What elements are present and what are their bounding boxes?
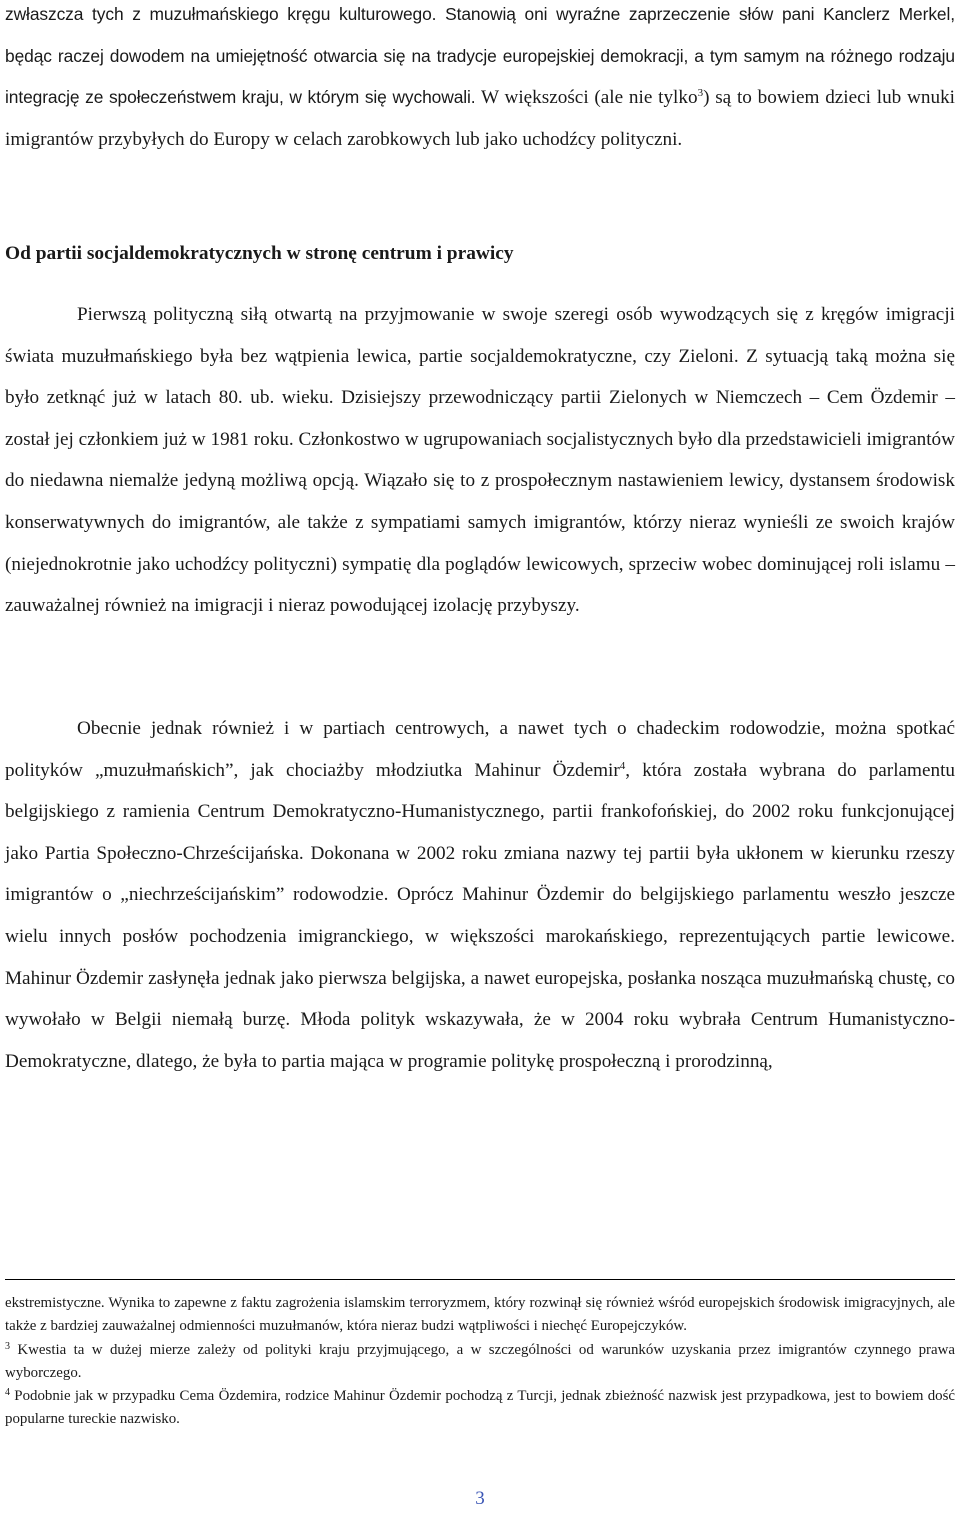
page-number: 3 (475, 1488, 485, 1509)
footnote-ref-4[interactable]: 4 (619, 759, 626, 772)
paragraph-2-text-a: Obecnie jednak również i w partiach centrowych, a nawet tych o chadeckim rodowodzie, można spotkać polityków „muzułmańskich”, jak chociażby młodziutka Mahinur Özdemir (5, 718, 955, 781)
footnote-3-text: Kwestia ta w dużej mierze zależy od polityki kraju przyjmującego, a w szczególności od warunków uzyskania przez imigrantów czynnego prawa wyborczego. (5, 1341, 955, 1381)
footnote-continuation: ekstremistyczne. Wynika to zapewne z faktu zagrożenia islamskim terroryzmem, który rozwinął się również wśród europejskich środowisk imigracyjnych, ale także z bardziej zauważalnej odmienności muzułmanów, która nieraz budzi wątpliwości i niechęć Europejczyków. (5, 1295, 955, 1335)
intro-sans-text: zwłaszcza tych z muzułmańskiego kręgu kulturowego. Stanowią oni wyraźne zaprzeczenie słów pani Kanclerz Merkel, będąc raczej dowodem na umiejętność otwarcia się na tradycje europejskiej demokracji, a tym samym na różnego rodzaju integrację ze społeczeństwem kraju, w którym się wychowali. (5, 4, 955, 108)
footnote-separator (5, 1279, 955, 1280)
intro-serif-text-a: W większości (ale nie tylko (475, 87, 698, 109)
footnote-4-number: 4 (5, 1387, 10, 1399)
body-paragraph-1: Pierwszą polityczną siłą otwartą na przyjmowanie w swoje szeregi osób wywodzących się z kręgów imigracji świata muzułmańskiego była bez wątpienia lewica, partie socjaldemokratyczne, czy Zieloni. Z sytuacją taką można się było zetknąć już w latach 80. ub. wieku. Dzisiejszy przewodniczący partii Zielonych w Niemczech – Cem Özdemir – został jej członkiem już w 1981 roku. Członkostwo w ugrupowaniach socjalistycznych było dla przedstawicieli imigrantów do niedawna niemalże jedyną możliwą opcją. Wiązało się to z prospołecznym nastawieniem lewicy, dystansem środowisk konserwatywnych do imigrantów, ale także z sympatiami samych imigrantów, którzy nieraz wynieśli ze swoich krajów (niejednokrotnie jako uchodźcy polityczni) sympatię dla poglądów lewicowych, sprzeciw wobec dominującej roli islamu – zauważalnej również na imigracji i nieraz powodującej izolację przybyszy. (5, 304, 955, 617)
footnote-4 (5, 1385, 955, 1432)
paragraph-2-text-b: , która została wybrana do parlamentu belgijskiego z ramienia Centrum Demokratyczno-Humanistycznego, partii frankofońskiej, do 2002 roku funkcjonującej jako Partia Społeczno-Chrześcijańska. Dokonana w 2002 roku zmiana nazwy tej partii była ukłonem w kierunku rzeszy imigrantów o „niechrześcijańskim” rodowodzie. Oprócz Mahinur Özdemir do belgijskiego parlamentu weszło jeszcze wielu innych posłów pochodzenia imigranckiego, w większości marokańskiego, reprezentujących partie lewicowe. Mahinur Özdemir zasłynęła jednak jako pierwsza belgijska, a nawet europejska, posłanka nosząca muzułmańską chustę, co wywołało w Belgii niemałą burzę. Młoda polityk wskazywała, że w 2004 roku wybrała Centrum Humanistyczno-Demokratyczne, dlatego, że była to partia mająca w programie politykę prospołeczną i prorodzinną, (5, 759, 956, 1072)
footnote-3-number: 3 (5, 1340, 10, 1352)
footnotes (5, 1292, 955, 1432)
section-heading: Od partii socjaldemokratycznych w stronę centrum i prawicy (5, 243, 514, 264)
footnote-4-text: Podobnie jak w przypadku Cema Özdemira, rodzice Mahinur Özdemir pochodzą z Turcji, jednak zbieżność nazwisk jest przypadkowa, jest to bowiem dość popularne tureckie nazwisko. (5, 1388, 955, 1428)
body-paragraph-2 (5, 708, 955, 1082)
intro-serif-text-b: ) są to bowiem dzieci lub wnuki imigrantów przybyłych do Europy w celach zarobkowych lub jako uchodźcy polityczni. (5, 87, 955, 150)
footnote-ref-3[interactable]: 3 (697, 87, 704, 100)
footnote-3 (5, 1339, 955, 1386)
intro-paragraph (5, 0, 955, 160)
